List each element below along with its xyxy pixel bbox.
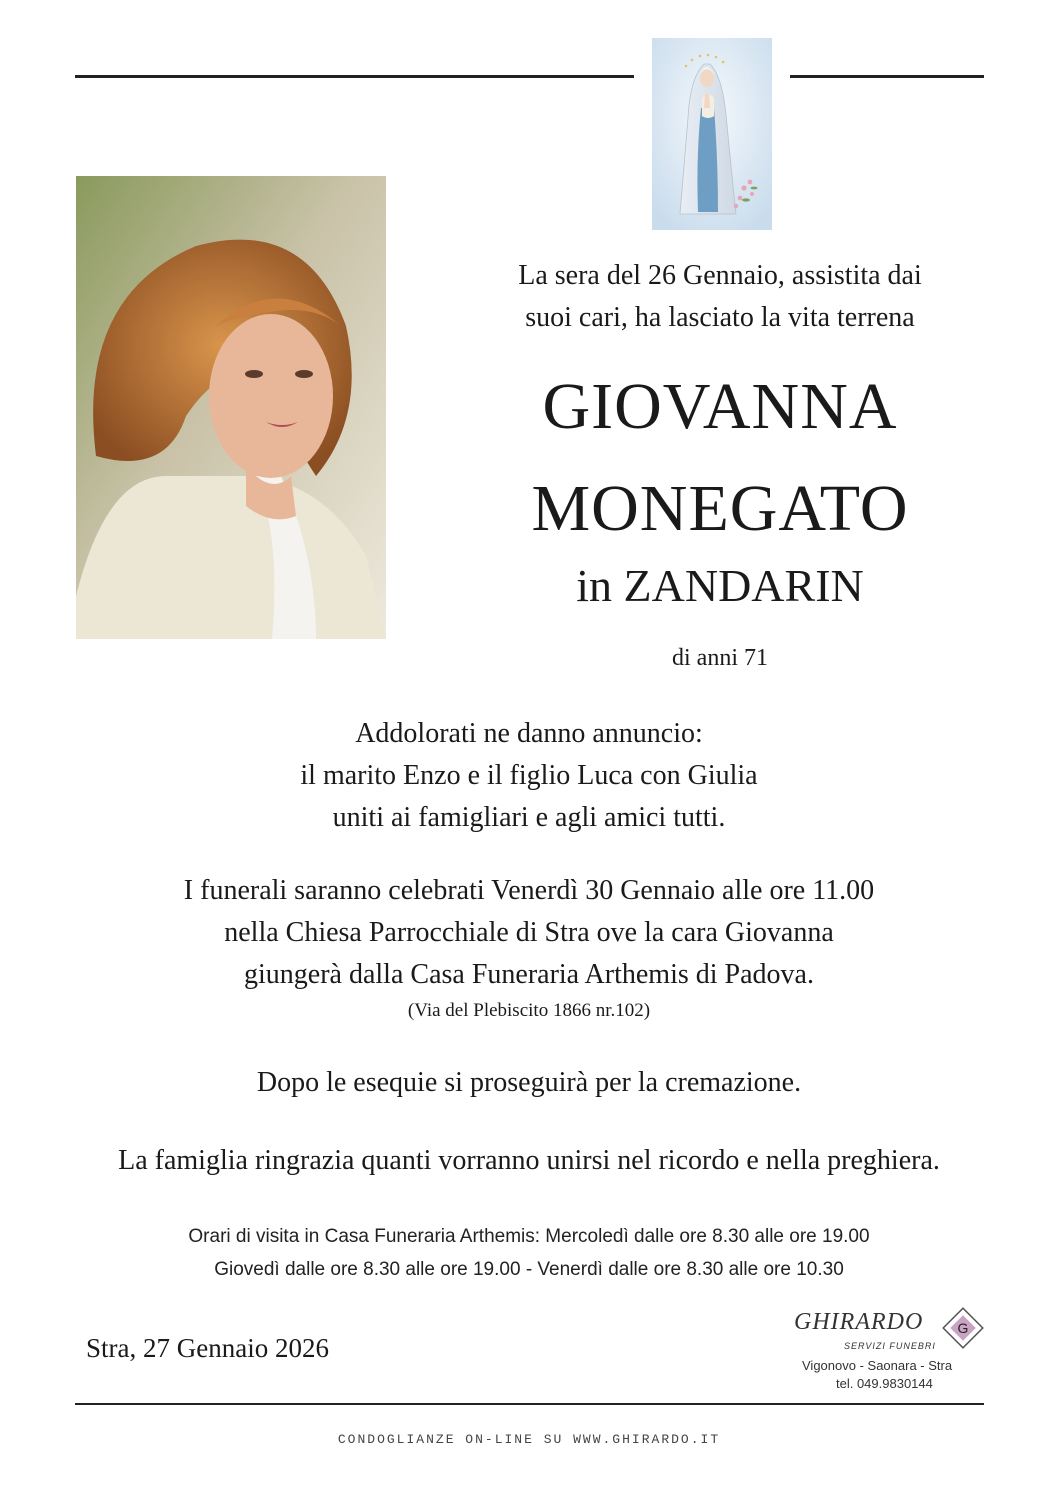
last-name: MONEGATO <box>531 472 909 545</box>
portrait-photo <box>76 176 386 639</box>
funeral-line: I funerali saranno celebrati Venerdì 30 Gennaio alle ore 11.00 <box>183 875 875 906</box>
visiting-line: Giovedì dalle ore 8.30 alle ore 19.00 - Venerdì dalle ore 8.30 alle ore 10.30 <box>214 1259 844 1280</box>
logo-mark-letter: G <box>957 1320 969 1336</box>
logo-phone: tel. 049.9830144 <box>836 1376 933 1391</box>
visiting-line: Orari di visita in Casa Funeraria Arthemis: Mercoledì dalle ore 8.30 alle ore 19.00 <box>188 1226 870 1247</box>
age-text: di anni 71 <box>672 645 768 671</box>
thanks-text: La famiglia ringrazia quanti vorranno unirsi nel ricordo e nella preghiera. <box>118 1145 940 1176</box>
funeral-home-logo <box>790 1303 990 1395</box>
cremation-text: Dopo le esequie si proseguirà per la cremazione. <box>256 1067 802 1098</box>
top-rule-right <box>790 75 984 78</box>
intro-text <box>440 255 1000 339</box>
logo-diamond-icon <box>940 1305 986 1351</box>
married-name: in ZANDARIN <box>576 560 864 611</box>
bottom-rule <box>75 1403 984 1405</box>
logo-brand: GHIRARDO <box>794 1309 924 1335</box>
funeral-details <box>40 870 1018 996</box>
intro-line: suoi cari, ha lasciato la vita terrena <box>525 302 915 333</box>
funeral-line: giungerà dalla Casa Funeraria Arthemis di Padova. <box>244 959 814 990</box>
funeral-address: (Via del Plebiscito 1866 nr.102) <box>407 1000 651 1021</box>
visiting-hours <box>40 1220 1018 1286</box>
top-rule-left <box>75 75 634 78</box>
family-line: il marito Enzo e il figlio Luca con Giulia <box>300 760 758 791</box>
first-name: GIOVANNA <box>542 370 898 443</box>
virgin-mary-icon <box>652 38 772 230</box>
family-line: uniti ai famigliari e agli amici tutti. <box>332 802 726 833</box>
logo-subtitle: SERVIZI FUNEBRI <box>844 1341 936 1351</box>
footer-condolences-link[interactable]: CONDOGLIANZE ON-LINE SU WWW.GHIRARDO.IT <box>337 1432 721 1447</box>
place-date: Stra, 27 Gennaio 2026 <box>86 1333 329 1363</box>
family-announcement <box>40 713 1018 839</box>
logo-towns: Vigonovo - Saonara - Stra <box>802 1358 953 1373</box>
family-line: Addolorati ne danno annuncio: <box>355 718 703 749</box>
funeral-line: nella Chiesa Parrocchiale di Stra ove la cara Giovanna <box>224 917 834 948</box>
intro-line: La sera del 26 Gennaio, assistita dai <box>518 260 922 291</box>
